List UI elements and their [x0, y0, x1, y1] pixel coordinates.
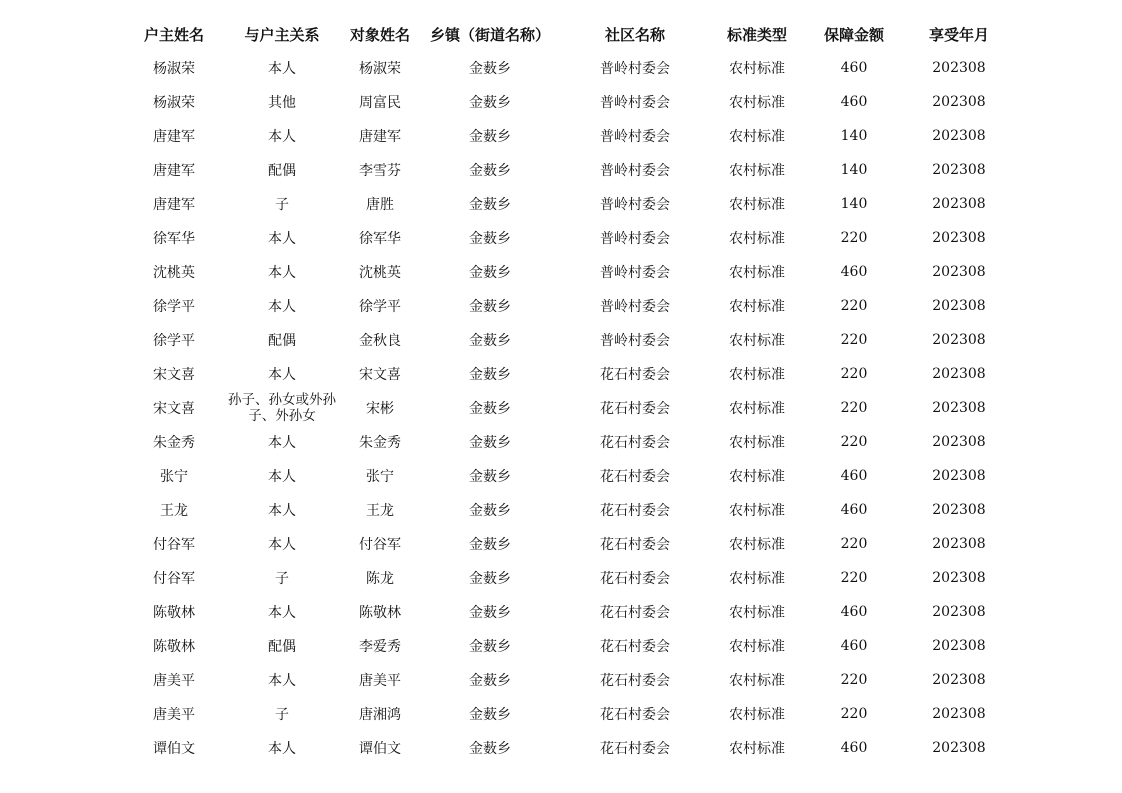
month-cell: 202308	[932, 604, 986, 620]
month-cell: 202308	[932, 740, 986, 756]
table-header	[120, 17, 1010, 51]
township-cell: 金薮乡	[469, 469, 511, 485]
amount-cell: 220	[840, 366, 868, 382]
month-cell: 202308	[932, 60, 986, 76]
amount-cell: 460	[840, 264, 868, 280]
table-row	[120, 629, 1010, 663]
table-row	[120, 323, 1010, 357]
amount-cell: 460	[840, 94, 868, 110]
table-row	[120, 561, 1010, 595]
relation-cell: 配偶	[268, 163, 296, 179]
amount-cell: 220	[840, 672, 868, 688]
community-cell: 普岭村委会	[600, 197, 670, 213]
amount-cell: 460	[840, 60, 868, 76]
householder-name-cell: 唐建军	[153, 163, 195, 179]
standard-type-cell: 农村标准	[729, 537, 785, 553]
standard-type-cell: 农村标准	[729, 571, 785, 587]
recipient-name-cell: 宋彬	[366, 401, 394, 417]
month-cell: 202308	[932, 672, 986, 688]
amount-cell: 220	[840, 400, 868, 416]
relation-cell: 孙子、孙女或外孙子、外孙女	[228, 392, 336, 424]
householder-name-cell: 张宁	[160, 469, 188, 485]
standard-type-cell: 农村标准	[729, 61, 785, 77]
community-cell: 普岭村委会	[600, 299, 670, 315]
recipient-name-cell: 李爱秀	[359, 639, 401, 655]
table-row	[120, 663, 1010, 697]
standard-type-cell: 农村标准	[729, 129, 785, 145]
relation-cell: 本人	[268, 129, 296, 145]
amount-cell: 460	[840, 468, 868, 484]
relation-cell: 本人	[268, 503, 296, 519]
community-cell: 花石村委会	[600, 673, 670, 689]
householder-name-cell: 付谷军	[153, 571, 195, 587]
standard-type-cell: 农村标准	[729, 333, 785, 349]
householder-name-cell: 唐建军	[153, 129, 195, 145]
township-cell: 金薮乡	[469, 401, 511, 417]
standard-type-cell: 农村标准	[729, 707, 785, 723]
community-cell: 花石村委会	[600, 469, 670, 485]
amount-cell: 460	[840, 502, 868, 518]
header-row	[120, 17, 1010, 51]
month-cell: 202308	[932, 570, 986, 586]
amount-cell: 220	[840, 434, 868, 450]
township-cell: 金薮乡	[469, 673, 511, 689]
standard-type-cell: 农村标准	[729, 741, 785, 757]
householder-name-cell: 陈敬林	[153, 639, 195, 655]
month-cell: 202308	[932, 468, 986, 484]
month-cell: 202308	[932, 332, 986, 348]
table-row	[120, 731, 1010, 765]
community-cell: 普岭村委会	[600, 231, 670, 247]
householder-name-cell: 付谷军	[153, 537, 195, 553]
township-cell: 金薮乡	[469, 741, 511, 757]
month-cell: 202308	[932, 298, 986, 314]
householder-name-cell: 唐建军	[153, 197, 195, 213]
month-cell: 202308	[932, 264, 986, 280]
relation-cell: 本人	[268, 741, 296, 757]
month-cell: 202308	[932, 230, 986, 246]
table-row	[120, 357, 1010, 391]
township-cell: 金薮乡	[469, 231, 511, 247]
header-township: 乡镇（街道名称）	[429, 25, 550, 44]
community-cell: 花石村委会	[600, 367, 670, 383]
householder-name-cell: 朱金秀	[153, 435, 195, 451]
township-cell: 金薮乡	[469, 707, 511, 723]
standard-type-cell: 农村标准	[729, 299, 785, 315]
recipient-name-cell: 杨淑荣	[359, 61, 401, 77]
amount-cell: 460	[840, 638, 868, 654]
recipient-name-cell: 唐建军	[359, 129, 401, 145]
header-standard-type: 标准类型	[726, 25, 787, 44]
month-cell: 202308	[932, 366, 986, 382]
table-row	[120, 51, 1010, 85]
householder-name-cell: 杨淑荣	[153, 95, 195, 111]
header-month: 享受年月	[928, 25, 989, 44]
standard-type-cell: 农村标准	[729, 435, 785, 451]
relation-cell: 子	[275, 707, 289, 723]
community-cell: 普岭村委会	[600, 95, 670, 111]
assistance-roster-sheet	[120, 17, 1010, 765]
recipient-name-cell: 宋文喜	[359, 367, 401, 383]
amount-cell: 220	[840, 706, 868, 722]
month-cell: 202308	[932, 128, 986, 144]
amount-cell: 140	[840, 196, 868, 212]
recipient-name-cell: 唐胜	[366, 197, 394, 213]
relation-cell: 本人	[268, 435, 296, 451]
relation-cell: 本人	[268, 61, 296, 77]
township-cell: 金薮乡	[469, 299, 511, 315]
householder-name-cell: 宋文喜	[153, 401, 195, 417]
relation-cell: 本人	[268, 537, 296, 553]
relation-cell: 本人	[268, 299, 296, 315]
township-cell: 金薮乡	[469, 265, 511, 281]
township-cell: 金薮乡	[469, 95, 511, 111]
recipient-name-cell: 陈龙	[366, 571, 394, 587]
township-cell: 金薮乡	[469, 333, 511, 349]
recipient-name-cell: 沈桃英	[359, 265, 401, 281]
community-cell: 花石村委会	[600, 639, 670, 655]
township-cell: 金薮乡	[469, 571, 511, 587]
relation-cell: 本人	[268, 265, 296, 281]
township-cell: 金薮乡	[469, 61, 511, 77]
month-cell: 202308	[932, 502, 986, 518]
township-cell: 金薮乡	[469, 129, 511, 145]
standard-type-cell: 农村标准	[729, 197, 785, 213]
householder-name-cell: 杨淑荣	[153, 61, 195, 77]
amount-cell: 220	[840, 536, 868, 552]
relation-cell: 本人	[268, 605, 296, 621]
table-row	[120, 527, 1010, 561]
householder-name-cell: 徐学平	[153, 333, 195, 349]
community-cell: 花石村委会	[600, 571, 670, 587]
recipient-name-cell: 周富民	[359, 95, 401, 111]
recipient-name-cell: 徐学平	[359, 299, 401, 315]
township-cell: 金薮乡	[469, 537, 511, 553]
table-row	[120, 255, 1010, 289]
relation-cell: 子	[275, 197, 289, 213]
relation-cell: 本人	[268, 469, 296, 485]
table-row	[120, 119, 1010, 153]
amount-cell: 140	[840, 162, 868, 178]
table-row	[120, 289, 1010, 323]
community-cell: 普岭村委会	[600, 163, 670, 179]
recipient-name-cell: 金秋良	[359, 333, 401, 349]
assistance-roster-table	[120, 17, 1010, 765]
amount-cell: 220	[840, 570, 868, 586]
community-cell: 花石村委会	[600, 435, 670, 451]
householder-name-cell: 宋文喜	[153, 367, 195, 383]
amount-cell: 220	[840, 332, 868, 348]
recipient-name-cell: 陈敬林	[359, 605, 401, 621]
recipient-name-cell: 谭伯文	[359, 741, 401, 757]
householder-name-cell: 唐美平	[153, 673, 195, 689]
month-cell: 202308	[932, 536, 986, 552]
table-row	[120, 187, 1010, 221]
township-cell: 金薮乡	[469, 639, 511, 655]
header-amount: 保障金额	[823, 25, 884, 44]
township-cell: 金薮乡	[469, 503, 511, 519]
table-row	[120, 391, 1010, 425]
table-row	[120, 595, 1010, 629]
relation-cell: 配偶	[268, 333, 296, 349]
recipient-name-cell: 张宁	[366, 469, 394, 485]
householder-name-cell: 沈桃英	[153, 265, 195, 281]
community-cell: 普岭村委会	[600, 129, 670, 145]
table-row	[120, 153, 1010, 187]
amount-cell: 460	[840, 604, 868, 620]
community-cell: 普岭村委会	[600, 333, 670, 349]
recipient-name-cell: 唐美平	[359, 673, 401, 689]
township-cell: 金薮乡	[469, 435, 511, 451]
community-cell: 花石村委会	[600, 401, 670, 417]
amount-cell: 220	[840, 230, 868, 246]
householder-name-cell: 徐学平	[153, 299, 195, 315]
standard-type-cell: 农村标准	[729, 605, 785, 621]
relation-cell: 配偶	[268, 639, 296, 655]
householder-name-cell: 徐军华	[153, 231, 195, 247]
month-cell: 202308	[932, 162, 986, 178]
header-community: 社区名称	[604, 25, 665, 44]
community-cell: 花石村委会	[600, 537, 670, 553]
standard-type-cell: 农村标准	[729, 673, 785, 689]
standard-type-cell: 农村标准	[729, 503, 785, 519]
standard-type-cell: 农村标准	[729, 401, 785, 417]
month-cell: 202308	[932, 706, 986, 722]
recipient-name-cell: 朱金秀	[359, 435, 401, 451]
header-householder-name: 户主姓名	[143, 25, 204, 44]
table-row	[120, 85, 1010, 119]
recipient-name-cell: 唐湘鸿	[359, 707, 401, 723]
recipient-name-cell: 徐军华	[359, 231, 401, 247]
standard-type-cell: 农村标准	[729, 639, 785, 655]
householder-name-cell: 谭伯文	[153, 741, 195, 757]
community-cell: 花石村委会	[600, 707, 670, 723]
householder-name-cell: 王龙	[160, 503, 188, 519]
relation-cell: 本人	[268, 673, 296, 689]
community-cell: 普岭村委会	[600, 61, 670, 77]
table-row	[120, 459, 1010, 493]
relation-cell: 本人	[268, 231, 296, 247]
community-cell: 花石村委会	[600, 503, 670, 519]
township-cell: 金薮乡	[469, 163, 511, 179]
table-row	[120, 493, 1010, 527]
recipient-name-cell: 付谷军	[359, 537, 401, 553]
amount-cell: 140	[840, 128, 868, 144]
amount-cell: 220	[840, 298, 868, 314]
standard-type-cell: 农村标准	[729, 469, 785, 485]
recipient-name-cell: 李雪芬	[359, 163, 401, 179]
table-row	[120, 425, 1010, 459]
month-cell: 202308	[932, 638, 986, 654]
standard-type-cell: 农村标准	[729, 265, 785, 281]
table-row	[120, 221, 1010, 255]
householder-name-cell: 陈敬林	[153, 605, 195, 621]
month-cell: 202308	[932, 94, 986, 110]
community-cell: 花石村委会	[600, 741, 670, 757]
standard-type-cell: 农村标准	[729, 163, 785, 179]
community-cell: 花石村委会	[600, 605, 670, 621]
table-body	[120, 51, 1010, 765]
standard-type-cell: 农村标准	[729, 367, 785, 383]
standard-type-cell: 农村标准	[729, 95, 785, 111]
township-cell: 金薮乡	[469, 605, 511, 621]
householder-name-cell: 唐美平	[153, 707, 195, 723]
month-cell: 202308	[932, 196, 986, 212]
header-relation: 与户主关系	[244, 25, 320, 44]
relation-cell: 本人	[268, 367, 296, 383]
township-cell: 金薮乡	[469, 367, 511, 383]
standard-type-cell: 农村标准	[729, 231, 785, 247]
recipient-name-cell: 王龙	[366, 503, 394, 519]
amount-cell: 460	[840, 740, 868, 756]
month-cell: 202308	[932, 400, 986, 416]
relation-cell: 子	[275, 571, 289, 587]
header-recipient-name: 对象姓名	[349, 25, 410, 44]
month-cell: 202308	[932, 434, 986, 450]
township-cell: 金薮乡	[469, 197, 511, 213]
table-row	[120, 697, 1010, 731]
relation-cell: 其他	[268, 95, 296, 111]
community-cell: 普岭村委会	[600, 265, 670, 281]
